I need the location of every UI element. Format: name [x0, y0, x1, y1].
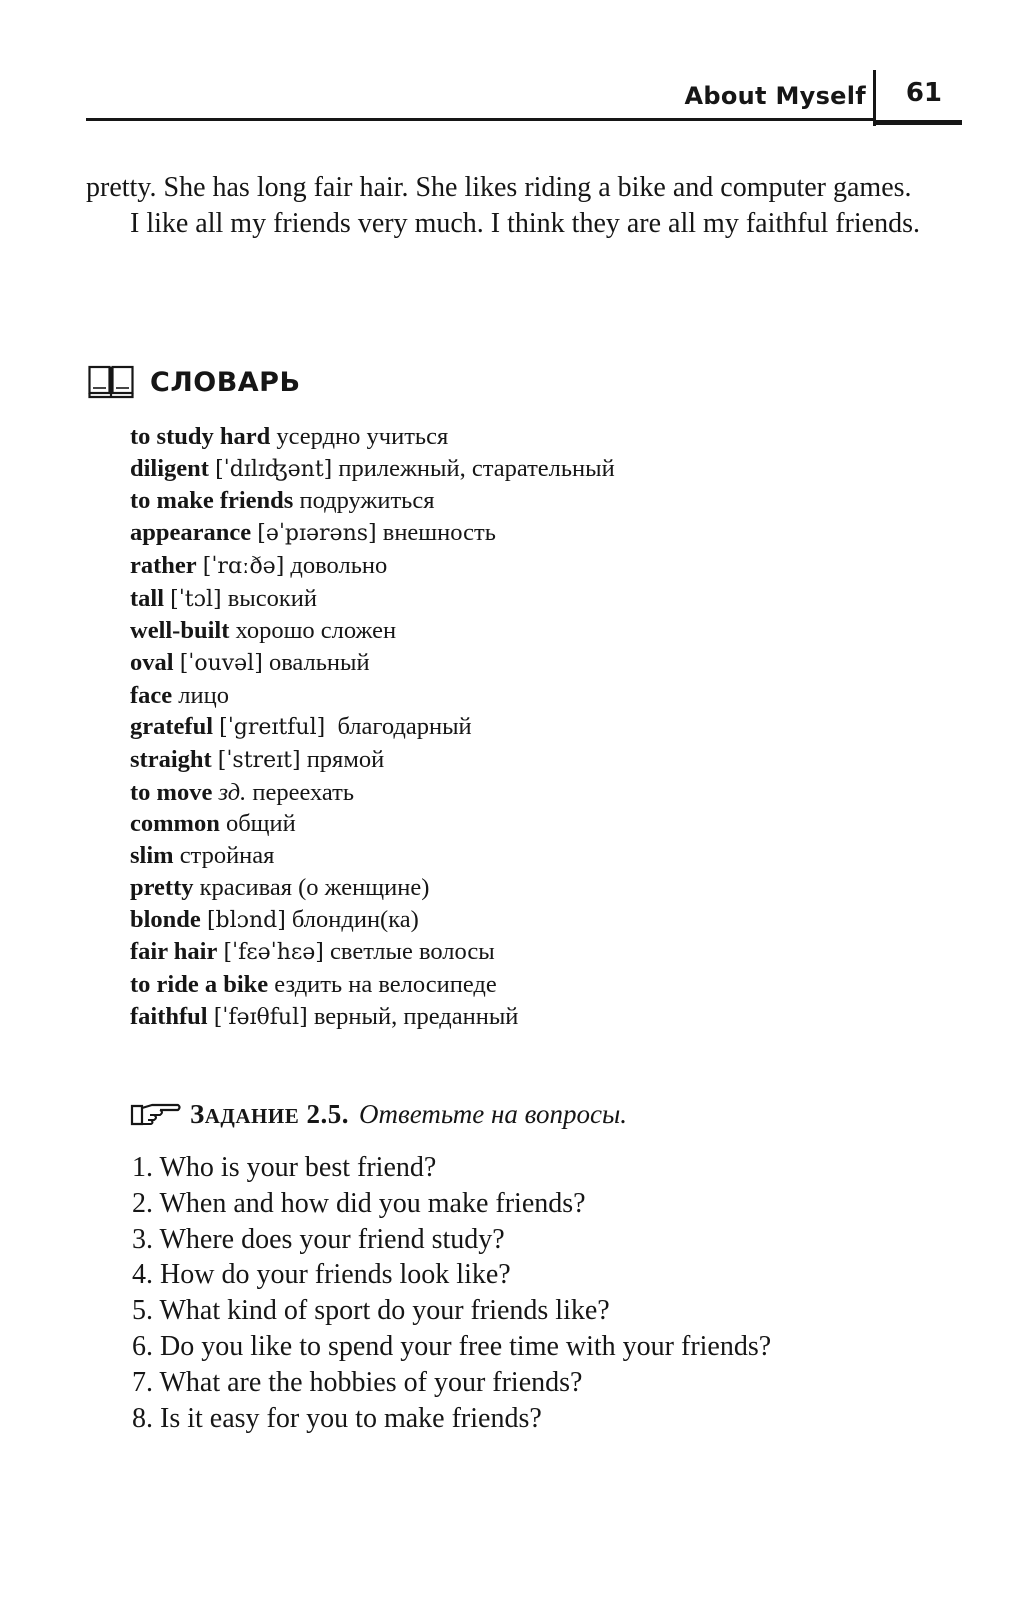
vocabulary-list	[130, 421, 950, 1033]
vocabulary-entry: slim стройная	[130, 842, 275, 870]
page-number: 61	[905, 78, 942, 108]
pointing-hand-icon	[130, 1100, 182, 1128]
question-item: 7. What are the hobbies of your friends?	[132, 1366, 583, 1398]
header-rule	[86, 118, 876, 121]
paragraph: I like all my friends very much. I think they are all my faithful friends.	[130, 208, 920, 239]
vocabulary-heading	[88, 362, 301, 402]
vocabulary-entry: oval [ˈouvəl] овальный	[130, 648, 370, 676]
question-item: 2. When and how did you make friends?	[132, 1187, 586, 1219]
running-title: About Myself	[684, 82, 866, 110]
question-item: 3. Where does your friend study?	[132, 1223, 505, 1255]
question-item: 8. Is it easy for you to make friends?	[132, 1402, 542, 1434]
vocabulary-entry: to move зд. переехать	[130, 778, 355, 806]
vocabulary-title: СЛОВАРЬ	[150, 366, 301, 398]
vocabulary-entry: well-built хорошо сложен	[130, 617, 397, 645]
question-item: 6. Do you like to spend your free time with your friends?	[132, 1330, 772, 1362]
task-instruction: Ответьте на вопросы.	[358, 1098, 628, 1129]
vocabulary-entry: pretty красивая (о женщине)	[130, 873, 430, 901]
vocabulary-entry: faithful [ˈfəɪθful] верный, преданный	[130, 1002, 519, 1030]
question-item: 4. How do your friends look like?	[132, 1259, 511, 1291]
vocabulary-entry: to make friends подружиться	[130, 487, 435, 515]
vocabulary-entry: common общий	[130, 810, 296, 838]
question-list	[132, 1150, 952, 1436]
vocabulary-entry: face лицо	[130, 681, 229, 709]
body-text	[86, 170, 966, 242]
vocabulary-entry: blonde [blɔnd] блондин(ка)	[130, 905, 419, 933]
book-icon	[88, 365, 134, 399]
vocabulary-entry: straight [ˈstreɪt] прямой	[130, 746, 385, 774]
task-heading	[130, 1094, 627, 1134]
header-rule-thick	[876, 120, 962, 125]
vocabulary-entry: appearance [əˈpɪərəns] внешность	[130, 519, 496, 547]
vocabulary-entry: to study hard усердно учиться	[130, 423, 449, 450]
vocabulary-entry: rather [ˈrɑːðə] довольно	[130, 551, 388, 579]
vocabulary-entry: tall [ˈtɔl] высокий	[130, 584, 317, 612]
question-item: 5. What kind of sport do your friends like?	[132, 1295, 610, 1327]
vocabulary-entry: diligent [ˈdɪlɪʤənt] прилежный, старательный	[130, 454, 615, 482]
vocabulary-entry: grateful [ˈgreɪtful] благодарный	[130, 713, 472, 741]
vocabulary-entry: fair hair [ˈfɛəˈhɛə] светлые волосы	[130, 938, 495, 966]
running-head	[86, 64, 962, 126]
vocabulary-entry: to ride a bike ездить на велосипеде	[130, 970, 497, 998]
question-item: 1. Who is your best friend?	[132, 1152, 437, 1183]
task-label: ЗАДАНИЕ 2.5.	[190, 1098, 349, 1129]
paragraph: pretty. She has long fair hair. She likes riding a bike and computer games.	[86, 172, 912, 203]
